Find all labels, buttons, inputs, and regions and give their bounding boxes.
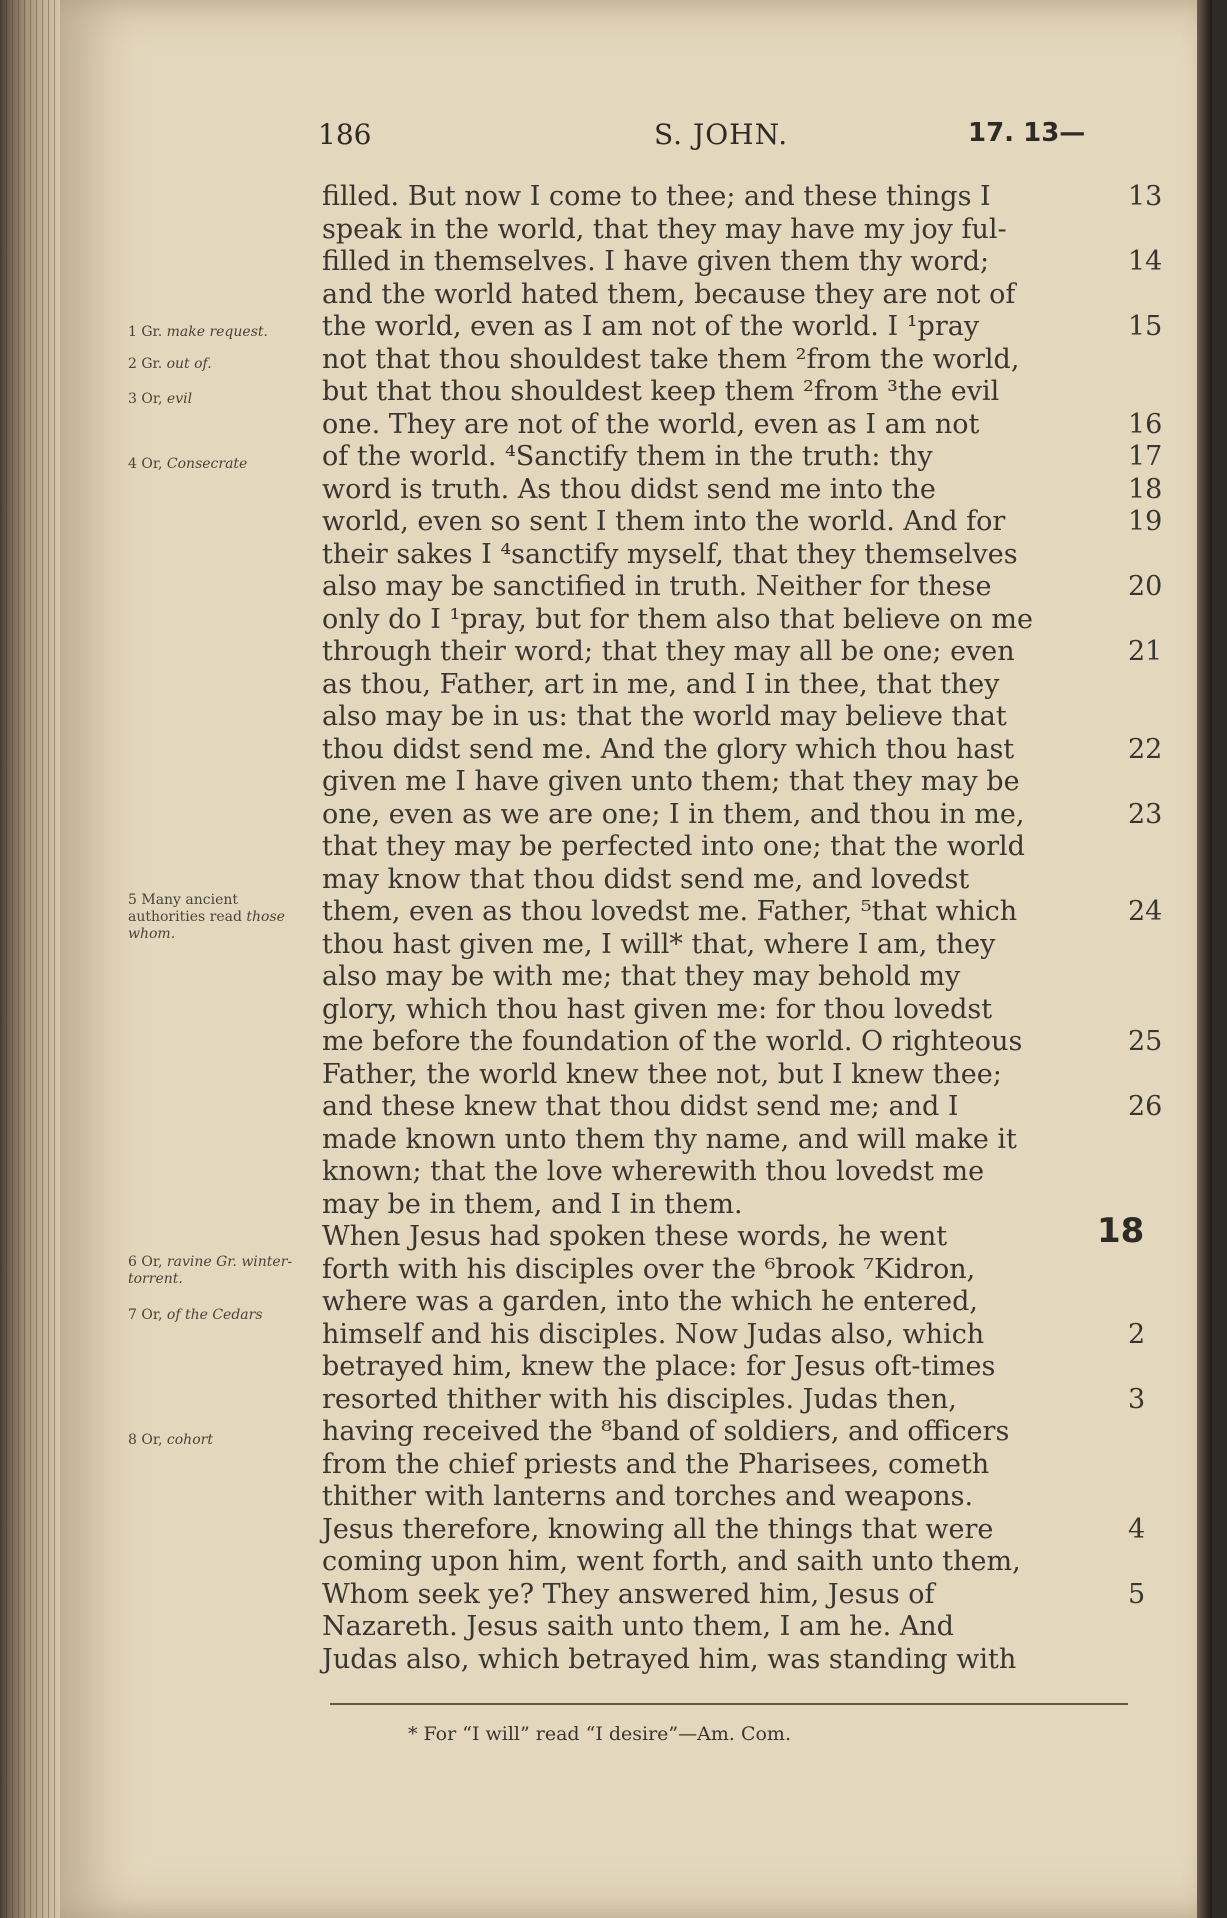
text-line: thither with lanterns and torches and weapons. — [322, 1481, 974, 1512]
text-line: made known unto them thy name, and will make it — [322, 1123, 1017, 1155]
verse-number: 20 — [1128, 571, 1163, 602]
margin-note-1: 1 Gr. make request. — [128, 324, 268, 340]
text-line: word is truth. As thou didst send me into the 18 — [322, 473, 1163, 505]
verse-number: 19 — [1128, 506, 1163, 537]
verse-number: 17 — [1128, 441, 1163, 472]
text-line: coming upon him, went forth, and saith unto them, — [322, 1546, 1021, 1577]
verse-number: 13 — [1128, 181, 1163, 212]
verse-number: 5 — [1128, 1578, 1146, 1610]
text-line: Jesus therefore, knowing all the things that were 4 — [322, 1513, 1146, 1545]
text-line: thou hast given me, I will* that, where I am, they — [322, 928, 996, 960]
text-line: and the world hated them, because they are not of — [322, 278, 1016, 310]
verse-number: 21 — [1128, 636, 1163, 667]
text-line: that they may be perfected into one; that the world — [322, 831, 1025, 862]
text-line: given me I have given unto them; that they may be — [322, 766, 1020, 797]
book-spine — [0, 0, 60, 1918]
text-line: resorted thither with his disciples. Judas then, 3 — [322, 1383, 1146, 1415]
margin-note-5: 5 Many ancient authorities read those whom. — [128, 892, 285, 942]
text-line: having received the ⁸band of soldiers, and officers — [322, 1416, 1010, 1447]
text-line: Whom seek ye? They answered him, Jesus of 5 — [322, 1578, 1146, 1610]
text-line: world, even so sent I them into the world. And for 19 — [322, 506, 1163, 537]
text-line: of the world. ⁴Sanctify them in the truth: thy 17 — [322, 441, 1163, 472]
text-line: but that thou shouldest keep them ²from ³the evil — [322, 376, 1000, 407]
page-header — [318, 118, 1138, 158]
text-line: one, even as we are one; I in them, and thou in me, 23 — [322, 798, 1163, 830]
verse-number: 24 — [1128, 896, 1163, 927]
running-title: S. JOHN. — [654, 118, 789, 151]
text-line: may be in them, and I in them. — [322, 1188, 743, 1220]
text-line: also may be with me; that they may behold my — [322, 961, 961, 992]
text-line: may know that thou didst send me, and lovedst — [322, 863, 970, 895]
text-line: Father, the world knew thee not, but I knew thee; — [322, 1058, 1002, 1090]
verse-number: 23 — [1128, 798, 1163, 830]
chapter-number: 18 — [1097, 1211, 1145, 1251]
text-line: When Jesus had spoken these words, he went 18 — [322, 1211, 1145, 1252]
margin-note-8: 8 Or, cohort — [128, 1432, 213, 1448]
text-line: me before the foundation of the world. O righteous 25 — [322, 1026, 1163, 1057]
verse-number: 2 — [1128, 1318, 1146, 1350]
footnote-divider — [330, 1703, 1128, 1705]
verse-number: 22 — [1128, 733, 1163, 765]
verse-number: 16 — [1128, 408, 1163, 440]
text-line: as thou, Father, art in me, and I in thee, that they — [322, 668, 1000, 700]
text-line: filled. But now I come to thee; and these things I 13 — [322, 181, 1163, 212]
verse-number: 15 — [1128, 311, 1163, 342]
text-line: the world, even as I am not of the world. I ¹pray 15 — [322, 311, 1163, 342]
verse-number: 3 — [1128, 1383, 1146, 1415]
margin-note-7: 7 Or, of the Cedars — [128, 1307, 263, 1323]
text-line: speak in the world, that they may have my joy ful- — [322, 213, 1007, 245]
text-line: from the chief priests and the Pharisees, cometh — [322, 1448, 990, 1480]
margin-note-4: 4 Or, Consecrate — [128, 456, 248, 472]
margin-note-2: 2 Gr. out of. — [128, 356, 212, 372]
chapter-verse-reference: 17. 13— — [968, 118, 1086, 148]
text-line: Nazareth. Jesus saith unto them, I am he. And — [322, 1611, 954, 1642]
text-line: only do I ¹pray, but for them also that believe on me — [322, 603, 1034, 635]
text-line: betrayed him, knew the place: for Jesus oft-times — [322, 1351, 996, 1382]
text-line: himself and his disciples. Now Judas also, which 2 — [322, 1318, 1146, 1350]
footnote: * For “I will” read “I desire”—Am. Com. — [408, 1723, 791, 1745]
text-line: thou didst send me. And the glory which thou hast 22 — [322, 733, 1163, 765]
text-line: known; that the love wherewith thou lovedst me — [322, 1156, 985, 1187]
text-line: and these knew that thou didst send me; and I 26 — [322, 1091, 1163, 1122]
verse-number: 25 — [1128, 1026, 1163, 1057]
text-line: forth with his disciples over the ⁶brook ⁷Kidron, — [322, 1253, 976, 1285]
text-line: one. They are not of the world, even as I am not 16 — [322, 408, 1163, 440]
text-line: glory, which thou hast given me: for thou lovedst — [322, 993, 993, 1025]
text-line: their sakes I ⁴sanctify myself, that they themselves — [322, 538, 1018, 570]
verse-number: 26 — [1128, 1091, 1163, 1122]
page-number: 186 — [318, 118, 372, 151]
page — [60, 0, 1212, 1918]
text-line: where was a garden, into the which he entered, — [322, 1286, 979, 1317]
verse-number: 4 — [1128, 1513, 1146, 1545]
text-line: through their word; that they may all be one; even 21 — [322, 636, 1163, 667]
text-line: Judas also, which betrayed him, was standing with — [322, 1643, 1017, 1675]
margin-note-3: 3 Or, evil — [128, 391, 193, 407]
text-line: filled in themselves. I have given them thy word; 14 — [322, 246, 1163, 277]
verse-number: 14 — [1128, 246, 1163, 277]
margin-note-6: 6 Or, ravine Gr. winter-torrent. — [128, 1254, 293, 1287]
text-line: also may be sanctified in truth. Neither for these 20 — [322, 571, 1163, 602]
text-line: them, even as thou lovedst me. Father, ⁵that which 24 — [322, 896, 1163, 927]
page-edge — [1197, 0, 1212, 1918]
text-line: not that thou shouldest take them ²from the world, — [322, 343, 1020, 375]
body-text — [322, 181, 1163, 1676]
text-line: also may be in us: that the world may believe that — [322, 701, 1007, 732]
verse-number: 18 — [1128, 473, 1163, 505]
